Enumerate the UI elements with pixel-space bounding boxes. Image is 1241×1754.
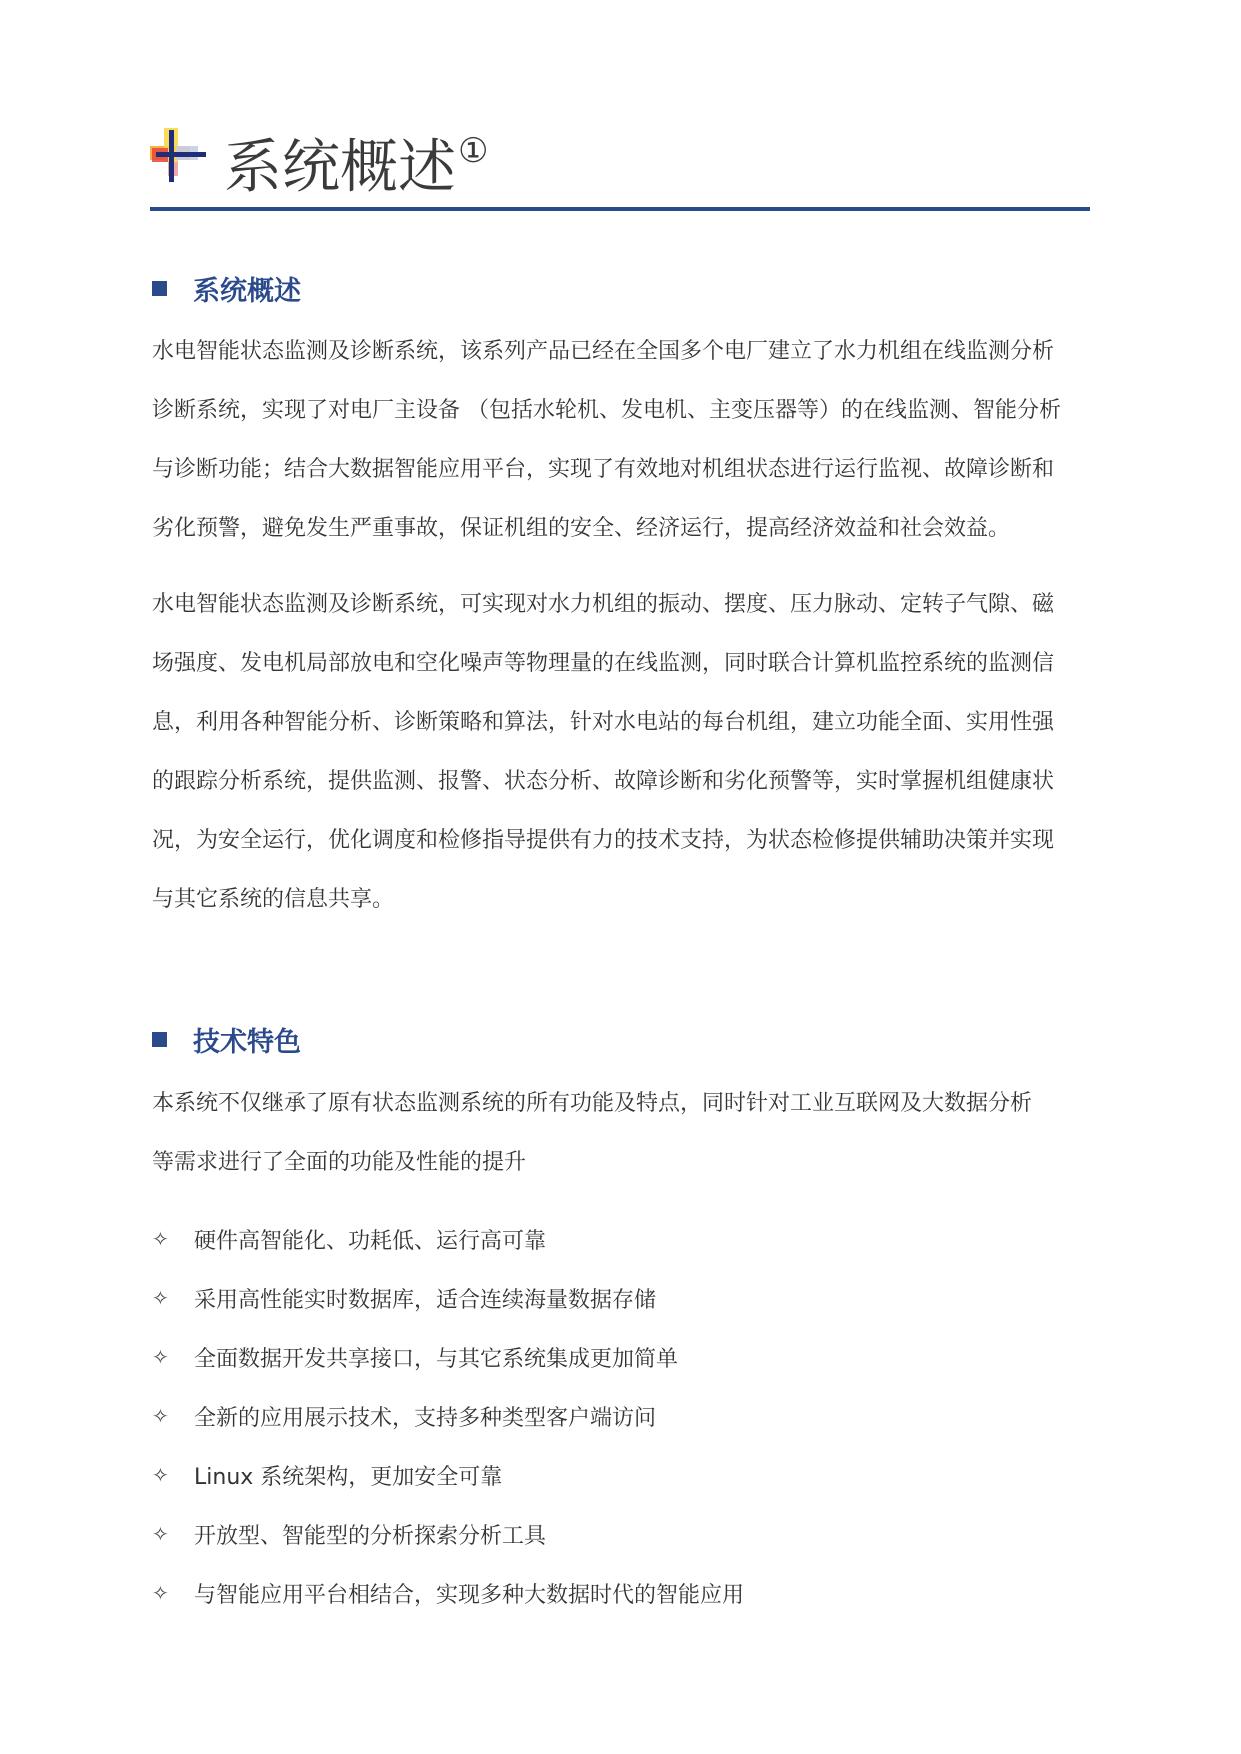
plus-logo-icon [150,124,210,184]
page-title-text: 系统概述 [224,132,457,201]
sparkle-bullet-icon: ✧ [152,1581,169,1605]
page-title-superscript: ① [458,131,489,171]
paragraph-line: 与诊断功能；结合大数据智能应用平台，实现了有效地对机组状态进行运行监视、故障诊断和 [152,457,1055,482]
sparkle-bullet-icon: ✧ [152,1286,169,1310]
list-item [152,1224,546,1254]
list-item-text: 开放型、智能型的分析探索分析工具 [194,1523,547,1549]
list-item-text: 全新的应用展示技术，支持多种类型客户端访问 [194,1405,657,1431]
paragraph-line: 等需求进行了全面的功能及性能的提升 [152,1150,527,1175]
paragraph-line: 的跟踪分析系统，提供监测、报警、状态分析、故障诊断和劣化预警等，实时掌握机组健康状 [152,769,1055,794]
section-header-features [152,1019,301,1059]
list-item-text: 与智能应用平台相结合，实现多种大数据时代的智能应用 [194,1582,745,1608]
list-item [152,1460,502,1490]
paragraph-line: 与其它系统的信息共享。 [152,887,395,912]
list-item [152,1578,744,1608]
list-item [152,1519,546,1549]
section-marker-icon [152,281,167,296]
paragraph-line: 本系统不仅继承了原有状态监测系统的所有功能及特点，同时针对工业互联网及大数据分析 [152,1091,1033,1116]
list-item [152,1401,656,1431]
sparkle-bullet-icon: ✧ [152,1522,169,1546]
section-header-overview [152,268,301,308]
sparkle-bullet-icon: ✧ [152,1227,169,1251]
paragraph-line: 劣化预警，避免发生严重事故，保证机组的安全、经济运行，提高经济效益和社会效益。 [152,516,1011,541]
list-item-text: 采用高性能实时数据库，适合连续海量数据存储 [194,1287,657,1313]
title-block [150,110,1090,215]
title-divider [150,207,1090,211]
section-marker-icon [152,1032,167,1047]
page-title [224,110,489,211]
list-item-text: Linux 系统架构，更加安全可靠 [194,1464,503,1490]
list-item-text: 全面数据开发共享接口，与其它系统集成更加简单 [194,1346,679,1372]
sparkle-bullet-icon: ✧ [152,1404,169,1428]
sparkle-bullet-icon: ✧ [152,1463,169,1487]
paragraph-line: 诊断系统，实现了对电厂主设备 （包括水轮机、发电机、主变压器等）的在线监测、智能分析 [152,398,1061,423]
paragraph-line: 息，利用各种智能分析、诊断策略和算法，针对水电站的每台机组，建立功能全面、实用性强 [152,710,1055,735]
list-item-text: 硬件高智能化、功耗低、运行高可靠 [194,1228,547,1254]
paragraph-line: 水电智能状态监测及诊断系统，该系列产品已经在全国多个电厂建立了水力机组在线监测分析 [152,339,1055,364]
paragraph-line: 况，为安全运行，优化调度和检修指导提供有力的技术支持，为状态检修提供辅助决策并实现 [152,828,1055,853]
section-title: 技术特色 [193,1026,301,1058]
list-item [152,1283,656,1313]
list-item [152,1342,678,1372]
sparkle-bullet-icon: ✧ [152,1345,169,1369]
paragraph-line: 场强度、发电机局部放电和空化噪声等物理量的在线监测，同时联合计算机监控系统的监测信 [152,651,1055,676]
paragraph-line: 水电智能状态监测及诊断系统，可实现对水力机组的振动、摆度、压力脉动、定转子气隙、磁 [152,592,1055,617]
section-title: 系统概述 [193,275,301,307]
